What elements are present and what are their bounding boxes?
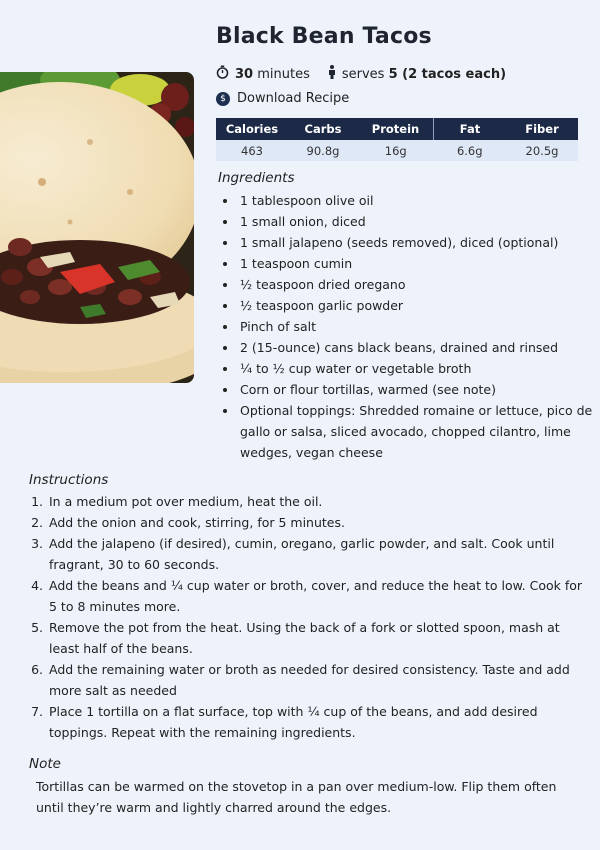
instruction-step: 4. Add the beans and ¼ cup water or broth, cover, and reduce the heat to low. Cook for 5 to 8 minutes more. (47, 575, 592, 617)
instruction-step: 1. In a medium pot over medium, heat the oil. (47, 491, 592, 512)
ingredient-item: • 1 tablespoon olive oil (238, 190, 600, 211)
nutrition-value-calories: 463 (216, 140, 288, 161)
instructions-list (30, 491, 592, 743)
ingredient-item: • 1 teaspoon cumin (238, 253, 600, 274)
ingredient-item: • Corn or flour tortillas, warmed (see note) (238, 379, 600, 400)
ingredient-item: • ½ teaspoon garlic powder (238, 295, 600, 316)
recipe-photo (0, 72, 194, 383)
note-text: Tortillas can be warmed on the stovetop in a pan over medium-low. Flip them often until they’re warm and lightly charred around the edges. (36, 779, 557, 815)
nutrition-header-fiber: Fiber (506, 118, 578, 140)
download-recipe-link[interactable] (216, 91, 349, 106)
instruction-step: 7. Place 1 tortilla on a flat surface, top with ¼ cup of the beans, and add desired toppings. Repeat with the remaining ingredients. (47, 701, 592, 743)
nutrition-header-row (216, 118, 578, 140)
serves-label: serves (341, 66, 389, 82)
instruction-step: 3. Add the jalapeno (if desired), cumin, oregano, garlic powder, and salt. Cook until fragrant, 30 to 60 seconds. (47, 533, 592, 575)
person-icon (328, 65, 336, 83)
download-icon: $ (216, 92, 230, 106)
instruction-step: 2. Add the onion and cook, stirring, for 5 minutes. (47, 512, 592, 533)
download-label: Download Recipe (237, 91, 350, 106)
ingredient-item: • Pinch of salt (238, 316, 600, 337)
nutrition-header-fat: Fat (434, 118, 507, 140)
nutrition-value-carbs: 90.8g (288, 140, 358, 161)
nutrition-value-fiber: 20.5g (506, 140, 578, 161)
ingredient-item: • ½ teaspoon dried oregano (238, 274, 600, 295)
stopwatch-icon (216, 65, 229, 83)
nutrition-value-protein: 16g (358, 140, 434, 161)
instruction-step: 6. Add the remaining water or broth as needed for desired consistency. Taste and add more salt as needed (47, 659, 592, 701)
nutrition-header-carbs: Carbs (288, 118, 358, 140)
note-heading: Note (29, 756, 61, 772)
ingredients-list (220, 190, 600, 463)
time-unit: minutes (253, 66, 310, 82)
ingredient-item: • 1 small onion, diced (238, 211, 600, 232)
ingredient-item: • ¼ to ½ cup water or vegetable broth (238, 358, 600, 379)
nutrition-header-calories: Calories (216, 118, 288, 140)
recipe-title: Black Bean Tacos (216, 24, 432, 49)
instruction-step: 5. Remove the pot from the heat. Using the back of a fork or slotted spoon, mash at least half of the beans. (47, 617, 592, 659)
nutrition-table (216, 118, 578, 161)
time-value: 30 (235, 66, 254, 82)
instructions-heading: Instructions (29, 472, 109, 488)
nutrition-header-protein: Protein (358, 118, 434, 140)
recipe-meta (216, 65, 506, 83)
ingredients-heading: Ingredients (218, 170, 295, 186)
nutrition-value-fat: 6.6g (434, 140, 507, 161)
ingredient-item: • 1 small jalapeno (seeds removed), diced (optional) (238, 232, 600, 253)
serves-value: 5 (2 tacos each) (388, 66, 507, 82)
nutrition-value-row (216, 140, 578, 161)
ingredient-item: • 2 (15-ounce) cans black beans, drained and rinsed (238, 337, 600, 358)
ingredient-item: • Optional toppings: Shredded romaine or lettuce, pico de gallo or salsa, sliced avocado, chopped cilantro, lime wedges, vegan cheese (238, 400, 600, 463)
